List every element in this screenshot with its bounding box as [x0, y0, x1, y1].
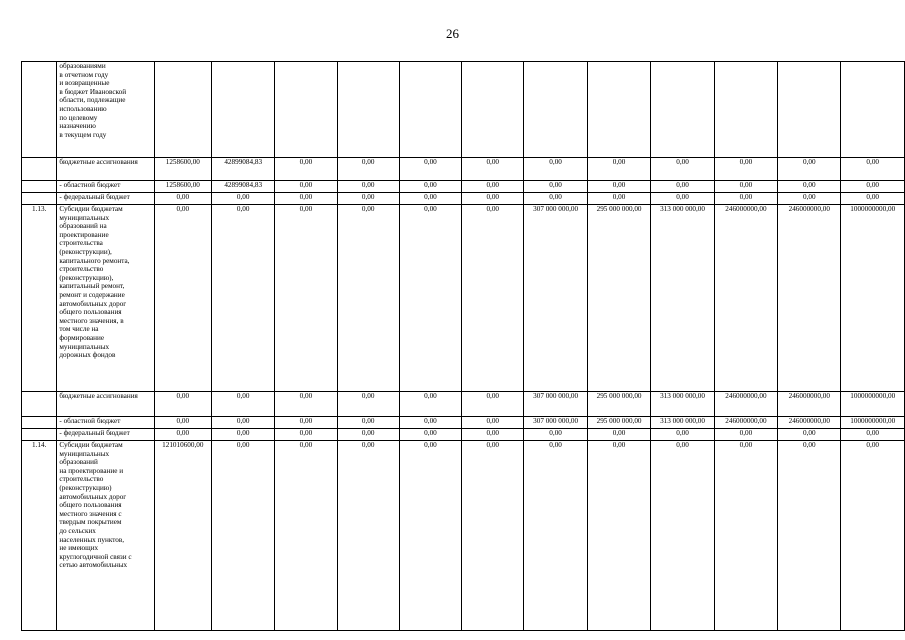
value-cell: 1000000000,00 [841, 392, 905, 417]
value-cell [275, 62, 337, 158]
description-line: не имеющих [59, 544, 99, 553]
value-cell: 0,00 [275, 205, 337, 392]
description-line: том числе на [59, 325, 99, 334]
description-cell [57, 441, 154, 631]
budget-label-cell: - федеральный бюджет [57, 193, 154, 205]
budget-label-cell: - федеральный бюджет [57, 429, 154, 441]
description-line: образований [59, 458, 98, 467]
description-line: на проектирование и [59, 466, 124, 475]
description-line: сетью автомобильных [59, 561, 128, 570]
value-cell: 0,00 [275, 441, 337, 631]
value-cell: 0,00 [714, 181, 777, 193]
value-cell: 0,00 [275, 158, 337, 181]
description-line: образованиями [59, 62, 106, 70]
value-cell [651, 62, 714, 158]
value-cell: 313 000 000,00 [651, 392, 714, 417]
value-cell: 0,00 [399, 417, 461, 429]
value-cell: 246000000,00 [778, 392, 841, 417]
description-line: в бюджет Ивановской [59, 87, 127, 96]
table-row [22, 417, 905, 429]
value-cell: 1000000000,00 [841, 417, 905, 429]
description-line: по целевому [59, 113, 98, 122]
value-cell: 307 000 000,00 [524, 417, 587, 429]
row-number-cell [22, 417, 57, 429]
value-cell: 0,00 [587, 429, 650, 441]
value-cell [841, 62, 905, 158]
value-cell: 0,00 [154, 429, 212, 441]
value-cell: 1000000000,00 [841, 205, 905, 392]
value-cell: 1258600,00 [154, 158, 212, 181]
description-line: муниципальных [59, 449, 110, 458]
value-cell [154, 62, 212, 158]
value-cell: 0,00 [275, 181, 337, 193]
description-cell [57, 205, 154, 392]
value-cell: 0,00 [778, 441, 841, 631]
description-line: строительства [59, 239, 103, 248]
value-cell: 0,00 [587, 441, 650, 631]
description-cell [57, 62, 154, 158]
table-row [22, 158, 905, 181]
value-cell: 0,00 [524, 181, 587, 193]
value-cell: 0,00 [841, 429, 905, 441]
value-cell: 0,00 [337, 417, 399, 429]
value-cell [212, 62, 275, 158]
table-row [22, 193, 905, 205]
value-cell: 246000000,00 [778, 417, 841, 429]
value-cell: 0,00 [154, 417, 212, 429]
table-row [22, 429, 905, 441]
value-cell: 313 000 000,00 [651, 205, 714, 392]
value-cell: 246000000,00 [778, 205, 841, 392]
description-line: круглогодичной связи с [59, 552, 132, 561]
value-cell: 0,00 [841, 158, 905, 181]
description-line: строительство [59, 265, 104, 274]
description-line: (реконструкцию) [59, 483, 112, 492]
value-cell: 313 000 000,00 [651, 417, 714, 429]
table-row [22, 441, 905, 631]
value-cell: 0,00 [399, 392, 461, 417]
table-row [22, 392, 905, 417]
value-cell [462, 62, 524, 158]
value-cell: 307 000 000,00 [524, 205, 587, 392]
description-line: назначению [59, 122, 96, 131]
budget-label-cell: бюджетные ассигнования [57, 158, 154, 181]
row-number-cell [22, 193, 57, 205]
value-cell: 0,00 [462, 429, 524, 441]
value-cell [587, 62, 650, 158]
value-cell: 0,00 [778, 181, 841, 193]
value-cell: 0,00 [212, 429, 275, 441]
description-line: Субсидии бюджетам [59, 441, 123, 449]
table-row [22, 205, 905, 392]
description-line: твердым покрытием [59, 518, 122, 527]
value-cell: 0,00 [462, 193, 524, 205]
value-cell: 0,00 [714, 441, 777, 631]
value-cell: 246000000,00 [714, 417, 777, 429]
value-cell: 0,00 [212, 193, 275, 205]
value-cell [524, 62, 587, 158]
description-line: строительство [59, 475, 104, 484]
value-cell: 0,00 [337, 441, 399, 631]
row-number-cell: 1.13. [22, 205, 57, 392]
value-cell: 0,00 [154, 392, 212, 417]
value-cell: 0,00 [337, 429, 399, 441]
description-line: Субсидии бюджетам [59, 205, 123, 213]
value-cell [778, 62, 841, 158]
value-cell: 0,00 [651, 193, 714, 205]
description-line: муниципальных [59, 342, 110, 351]
value-cell: 0,00 [399, 193, 461, 205]
description-line: в текущем году [59, 130, 107, 139]
value-cell: 0,00 [778, 429, 841, 441]
description-line: населенных пунктов, [59, 535, 125, 544]
description-line: образований на [59, 222, 107, 231]
value-cell: 0,00 [462, 205, 524, 392]
value-cell: 0,00 [714, 193, 777, 205]
value-cell: 0,00 [462, 181, 524, 193]
row-number-cell [22, 158, 57, 181]
value-cell: 0,00 [524, 158, 587, 181]
value-cell: 0,00 [212, 441, 275, 631]
value-cell: 0,00 [212, 417, 275, 429]
budget-label-cell: - областной бюджет [57, 181, 154, 193]
value-cell: 0,00 [841, 441, 905, 631]
description-line: (реконструкцию), [59, 273, 114, 282]
value-cell: 246000000,00 [714, 392, 777, 417]
value-cell [337, 62, 399, 158]
page-number: 26 [446, 26, 459, 41]
value-cell: 42899084,83 [212, 158, 275, 181]
value-cell: 0,00 [841, 193, 905, 205]
value-cell: 0,00 [462, 441, 524, 631]
value-cell: 0,00 [778, 158, 841, 181]
value-cell: 295 000 000,00 [587, 205, 650, 392]
description-line: дорожных фондов [59, 351, 116, 360]
value-cell: 0,00 [337, 205, 399, 392]
value-cell: 0,00 [337, 158, 399, 181]
value-cell: 0,00 [462, 158, 524, 181]
value-cell [399, 62, 461, 158]
description-line: муниципальных [59, 213, 110, 222]
description-line: формирование [59, 333, 105, 342]
description-line: общего пользования [59, 501, 122, 510]
description-line: использованию [59, 104, 107, 113]
value-cell: 295 000 000,00 [587, 392, 650, 417]
description-line: местного значения с [59, 509, 122, 518]
description-line: местного значения, в [59, 316, 124, 325]
value-cell: 0,00 [587, 181, 650, 193]
value-cell: 0,00 [587, 193, 650, 205]
value-cell: 0,00 [399, 158, 461, 181]
value-cell [714, 62, 777, 158]
row-number-cell [22, 392, 57, 417]
value-cell: 0,00 [524, 429, 587, 441]
description-line: капитальный ремонт, [59, 282, 125, 291]
value-cell: 0,00 [651, 441, 714, 631]
value-cell: 0,00 [651, 158, 714, 181]
description-line: (реконструкции), [59, 247, 112, 256]
description-line: в отчетном году [59, 70, 109, 79]
value-cell: 0,00 [212, 392, 275, 417]
value-cell: 121010600,00 [154, 441, 212, 631]
description-line: автомобильных дорог [59, 299, 127, 308]
row-number-cell [22, 62, 57, 158]
value-cell: 1258600,00 [154, 181, 212, 193]
budget-label-cell: бюджетные ассигнования [57, 392, 154, 417]
value-cell: 0,00 [275, 392, 337, 417]
value-cell: 307 000 000,00 [524, 392, 587, 417]
description-line: до сельских [59, 526, 96, 535]
value-cell: 0,00 [462, 392, 524, 417]
value-cell: 0,00 [399, 205, 461, 392]
description-line: ремонт и содержание [59, 290, 125, 299]
description-line: общего пользования [59, 308, 122, 317]
row-number-cell [22, 429, 57, 441]
value-cell: 0,00 [212, 205, 275, 392]
value-cell: 0,00 [154, 193, 212, 205]
value-cell: 0,00 [337, 392, 399, 417]
description-line: области, подлежащие [59, 96, 126, 105]
description-line: и возвращенные [59, 79, 110, 88]
row-number-cell: 1.14. [22, 441, 57, 631]
description-line: капитального ремонта, [59, 256, 130, 265]
value-cell: 295 000 000,00 [587, 417, 650, 429]
value-cell: 0,00 [841, 181, 905, 193]
value-cell: 0,00 [275, 417, 337, 429]
table-row [22, 181, 905, 193]
value-cell: 0,00 [399, 441, 461, 631]
table-row [22, 62, 905, 158]
value-cell: 0,00 [524, 441, 587, 631]
value-cell: 0,00 [275, 193, 337, 205]
value-cell: 0,00 [778, 193, 841, 205]
value-cell: 0,00 [714, 429, 777, 441]
value-cell: 0,00 [714, 158, 777, 181]
description-line: автомобильных дорог [59, 492, 127, 501]
value-cell: 0,00 [337, 181, 399, 193]
value-cell: 0,00 [651, 181, 714, 193]
value-cell: 0,00 [337, 193, 399, 205]
value-cell: 246000000,00 [714, 205, 777, 392]
value-cell: 0,00 [399, 181, 461, 193]
value-cell: 0,00 [651, 429, 714, 441]
value-cell: 0,00 [275, 429, 337, 441]
value-cell: 0,00 [462, 417, 524, 429]
value-cell: 0,00 [524, 193, 587, 205]
value-cell: 0,00 [154, 205, 212, 392]
budget-table [21, 61, 905, 631]
row-number-cell [22, 181, 57, 193]
value-cell: 42899084,83 [212, 181, 275, 193]
value-cell: 0,00 [587, 158, 650, 181]
value-cell: 0,00 [399, 429, 461, 441]
budget-label-cell: - областной бюджет [57, 417, 154, 429]
description-line: проектирование [59, 230, 109, 239]
